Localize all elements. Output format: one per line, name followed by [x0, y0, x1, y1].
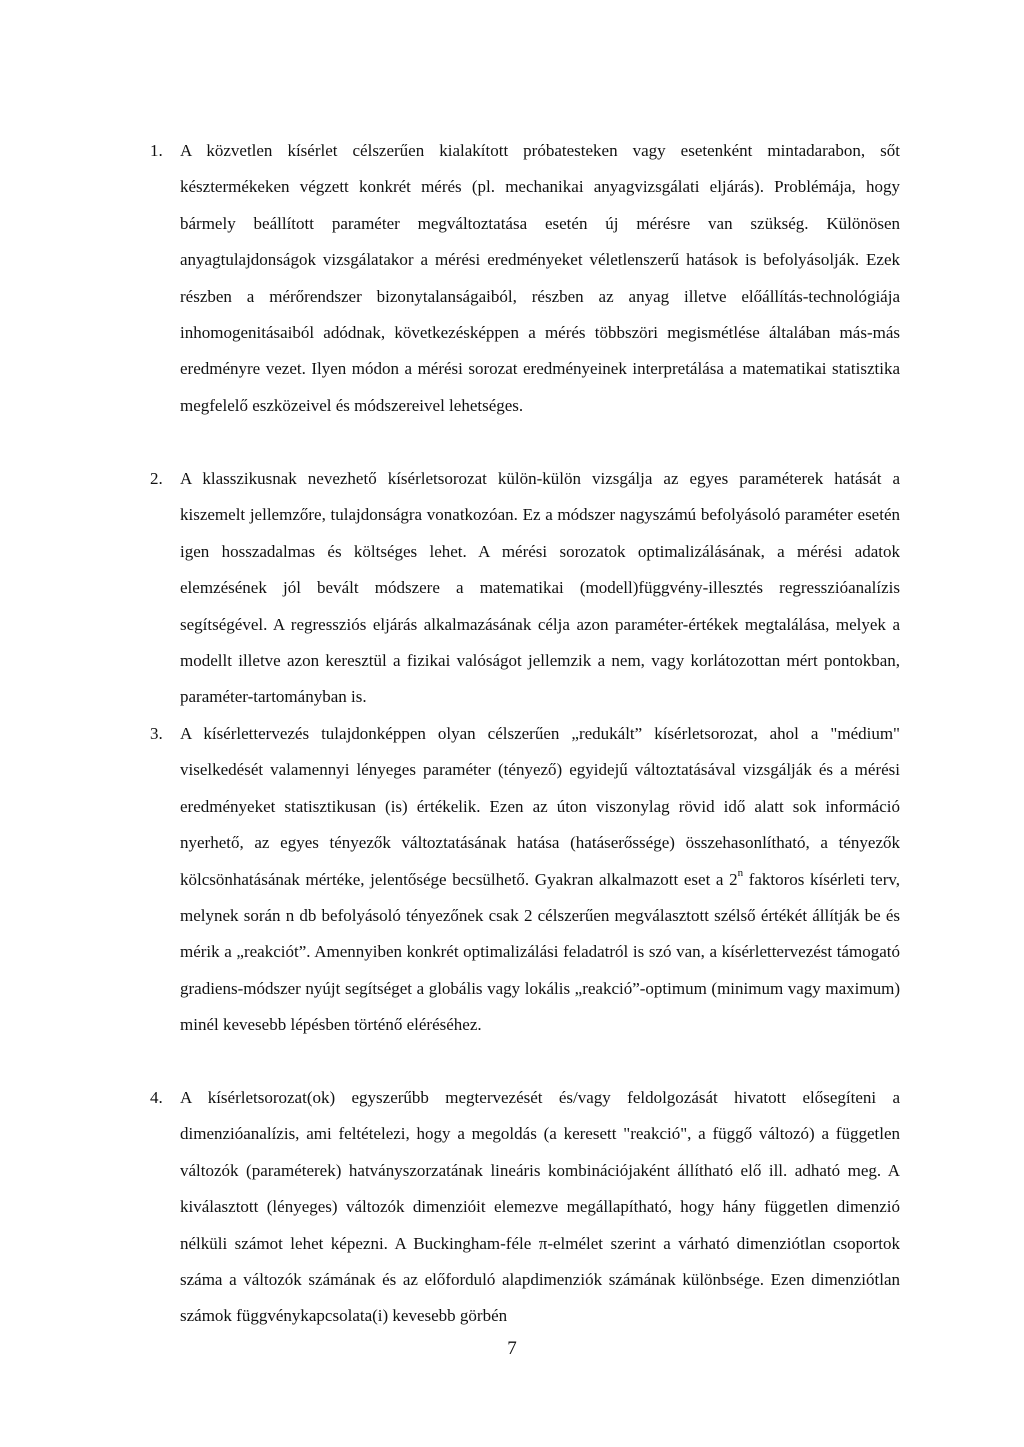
list-number: 2. — [150, 469, 163, 488]
paragraph-text: faktoros kísérleti terv, melynek során n db befolyásoló tényezőnek csak 2 célszerűen megválasztott szélső értékét állítják be és mérik a „reakciót”. Amennyiben konkrét optimalizálási feladatról is szó van, a kísérlettervezést támogató gradiens-módszer nyújt segítséget a globális vagy lokális „reakció”-optimum (minimum vagy maximum) minél kevesebb lépésben történő eléréséhez. — [180, 869, 900, 1035]
list-number: 4. — [150, 1088, 163, 1107]
page-number: 7 — [507, 1338, 517, 1359]
paragraph: A klasszikusnak nevezhető kísérletsorozat külön-külön vizsgálja az egyes paraméterek hatását a kiszemelt jellemzőre, tulajdonságra vonatkozóan. Ez a módszer nagyszámú befolyásoló paraméter esetén igen hosszadalmas és költséges lehet. A mérési sorozatok optimalizálásának, a mérési adatok elemzésének jól bevált módszere a matematikai (modell)függvény-illesztés regresszióanalízis segítségével. A regressziós eljárás alkalmazásának célja azon paraméter-értékek megtalálása, melyek a modellt illetve azon keresztül a fizikai valóságot jellemzik a nem, vagy korlátozottan mért pontokban, paraméter-tartományban is. — [180, 469, 900, 707]
list-number: 3. — [150, 724, 163, 743]
list-number: 1. — [150, 141, 163, 160]
paragraph: A közvetlen kísérlet célszerűen kialakított próbatesteken vagy esetenként mintadarabon, sőt késztermékeken végzett konkrét mérés (pl. mechanikai anyagvizsgálati eljárás). Problémája, hogy bármely beállított paraméter megváltoztatása esetén új mérésre van szükség. Különösen anyagtulajdonságok vizsgálatakor a mérési eredményeket véletlenszerű hatások is befolyásolják. Ezek részben a mérőrendszer bizonytalanságaiból, részben az anyag illetve előállítás-technológiája inhomogenitásaiból adódnak, következésképpen a mérés többszöri megismétlése általában más-más eredményre vezet. Ilyen módon a mérési sorozat eredményeinek interpretálása a matematikai statisztika megfelelő eszközeivel és módszereivel lehetséges. — [180, 141, 900, 415]
paragraph — [180, 716, 900, 1044]
superscript: n — [737, 866, 744, 879]
paragraph: A kísérletsorozat(ok) egyszerűbb megtervezését és/vagy feldolgozását hivatott elősegíteni a dimenzióanalízis, ami feltételezi, hogy a megoldás (a keresett "reakció", a függő változó) a független változók (paraméterek) hatványszorzatának lineáris kombinációjaként állítható elő ill. adható meg. A kiválasztott (lényeges) változók dimenzióit elemezve megállapítható, hogy hány független dimenzió nélküli számot lehet képezni. A Buckingham-féle π-elmélet szerint a várható dimenziótlan csoportok száma a változók számának és az előforduló alapdimenziók számának különbsége. Ezen dimenziótlan számok függvénykapcsolata(i) kevesebb görbén — [180, 1088, 900, 1326]
paragraph-text: A kísérlettervezés tulajdonképpen olyan célszerűen „redukált” kísérletsorozat, ahol a "médium" viselkedését valamennyi lényeges paraméter (tényező) egyidejű változtatásával vizsgálják és a mérési eredményeket statisztikusan (is) értékelik. Ezen az úton viszonylag rövid idő alatt sok információ nyerhető, az egyes tényezők változtatásának hatása (hatáserőssége) összehasonlítható, a tényezők kölcsönhatásának mértéke, jelentősége becsülhető. Gyakran alkalmazott eset a 2 — [180, 724, 900, 889]
